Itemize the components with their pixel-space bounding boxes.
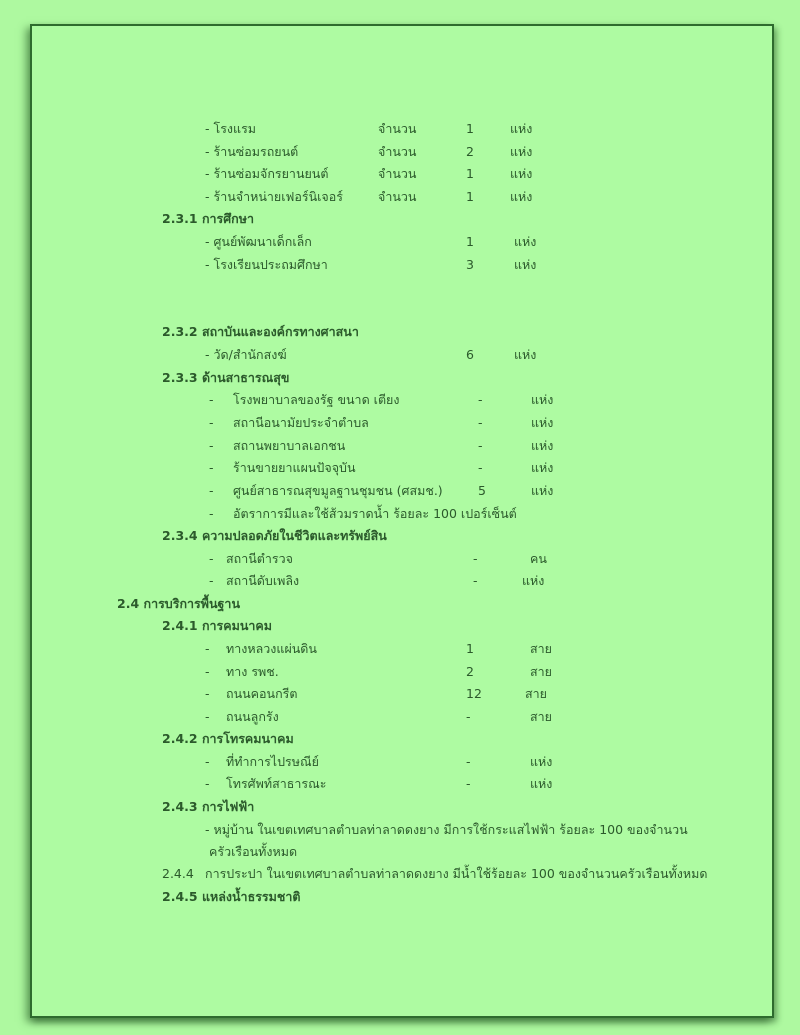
- tourism-count: 1: [466, 166, 474, 181]
- safety-item-name: สถานีดับเพลิง: [226, 573, 300, 588]
- telecom-item-unit: แห่ง: [530, 776, 553, 791]
- telecom-item-name: โทรศัพท์สาธารณะ: [226, 776, 327, 791]
- health-item-dash: -: [209, 438, 214, 453]
- education-item-name: - ศูนย์พัฒนาเด็กเล็ก: [205, 234, 312, 249]
- tourism-count: 1: [466, 189, 474, 204]
- transport-item-count: 2: [466, 664, 474, 679]
- tourism-unit-word: จำนวน: [378, 189, 417, 204]
- telecom-item-dash: -: [205, 754, 210, 769]
- section-heading-electricity: 2.4.3 การไฟฟ้า: [162, 799, 255, 814]
- transport-item-count: 1: [466, 641, 474, 656]
- section-heading-safety: 2.3.4 ความปลอดภัยในชีวิตและทรัพย์สิน: [162, 528, 387, 543]
- safety-item-count: -: [473, 551, 478, 566]
- health-item-unit: แห่ง: [531, 483, 554, 498]
- health-item-name: ร้านขายยาแผนปัจจุบัน: [233, 460, 356, 475]
- safety-item-count: -: [473, 573, 478, 588]
- telecom-item-count: -: [466, 754, 471, 769]
- water-supply-text: การประปา ในเขตเทศบาลตำบลท่าลาดดงยาง มีน้ำใช้ร้อยละ 100 ของจำนวนครัวเรือนทั้งหมด: [205, 866, 708, 881]
- tourism-name: - โรงแรม: [205, 121, 257, 136]
- transport-item-name: ทางหลวงแผ่นดิน: [226, 641, 317, 656]
- health-item-count: -: [478, 415, 483, 430]
- transport-item-dash: -: [205, 664, 210, 679]
- section-heading-natural-water: 2.4.5 แหล่งน้ำธรรมชาติ: [162, 889, 301, 904]
- religion-item-unit: แห่ง: [514, 347, 537, 362]
- tourism-count: 1: [466, 121, 474, 136]
- transport-item-unit: สาย: [530, 641, 552, 656]
- health-item-count: -: [478, 460, 483, 475]
- section-heading-transport: 2.4.1 การคมนาคม: [162, 618, 273, 633]
- transport-item-name: ถนนลูกรัง: [226, 709, 279, 724]
- tourism-unit: แห่ง: [510, 121, 533, 136]
- health-item-unit: แห่ง: [531, 438, 554, 453]
- safety-item-unit: แห่ง: [522, 573, 545, 588]
- transport-item-name: ถนนคอนกรีต: [226, 686, 298, 701]
- religion-item-count: 6: [466, 347, 474, 362]
- telecom-item-name: ที่ทำการไปรษณีย์: [226, 754, 319, 769]
- health-item-name: สถานพยาบาลเอกชน: [233, 438, 346, 453]
- safety-item-name: สถานีตำรวจ: [226, 551, 293, 566]
- transport-item-name: ทาง รพช.: [226, 664, 279, 679]
- transport-item-unit: สาย: [530, 664, 552, 679]
- section-heading-education: 2.3.1 การศึกษา: [162, 211, 255, 226]
- tourism-unit: แห่ง: [510, 189, 533, 204]
- transport-item-dash: -: [205, 686, 210, 701]
- health-latrine-dash: -: [209, 506, 214, 521]
- tourism-unit-word: จำนวน: [378, 166, 417, 181]
- religion-item-name: - วัด/สำนักสงฆ์: [205, 347, 287, 362]
- safety-item-unit: คน: [530, 551, 547, 566]
- health-latrine-text: อัตราการมีและใช้ส้วมราดน้ำ ร้อยละ 100 เปอร์เซ็นต์: [233, 506, 517, 521]
- transport-item-unit: สาย: [530, 709, 552, 724]
- tourism-unit: แห่ง: [510, 166, 533, 181]
- education-item-unit: แห่ง: [514, 234, 537, 249]
- transport-item-unit: สาย: [525, 686, 547, 701]
- telecom-item-unit: แห่ง: [530, 754, 553, 769]
- health-item-dash: -: [209, 392, 214, 407]
- health-item-count: -: [478, 438, 483, 453]
- health-item-name: โรงพยาบาลของรัฐ ขนาด เตียง: [233, 392, 400, 407]
- telecom-item-dash: -: [205, 776, 210, 791]
- section-heading-basic-services: 2.4 การบริการพื้นฐาน: [117, 596, 240, 611]
- education-item-count: 3: [466, 257, 474, 272]
- safety-item-dash: -: [209, 551, 214, 566]
- tourism-count: 2: [466, 144, 474, 159]
- health-item-dash: -: [209, 483, 214, 498]
- tourism-name: - ร้านซ่อมจักรยานยนต์: [205, 166, 329, 181]
- section-heading-religion: 2.3.2 สถาบันและองค์กรทางศาสนา: [162, 324, 359, 339]
- health-item-unit: แห่ง: [531, 460, 554, 475]
- transport-item-dash: -: [205, 641, 210, 656]
- section-heading-health: 2.3.3 ด้านสาธารณสุข: [162, 370, 290, 385]
- health-item-unit: แห่ง: [531, 415, 554, 430]
- health-item-count: -: [478, 392, 483, 407]
- telecom-item-count: -: [466, 776, 471, 791]
- transport-item-count: 12: [466, 686, 482, 701]
- water-supply-number: 2.4.4: [162, 866, 194, 881]
- tourism-name: - ร้านซ่อมรถยนต์: [205, 144, 299, 159]
- health-item-unit: แห่ง: [531, 392, 554, 407]
- section-heading-telecom: 2.4.2 การโทรคมนาคม: [162, 731, 294, 746]
- health-item-count: 5: [478, 483, 486, 498]
- health-item-dash: -: [209, 415, 214, 430]
- health-item-name: ศูนย์สาธารณสุขมูลฐานชุมชน (ศสมช.): [233, 483, 443, 498]
- electricity-line: ครัวเรือนทั้งหมด: [209, 844, 298, 859]
- transport-item-dash: -: [205, 709, 210, 724]
- education-item-unit: แห่ง: [514, 257, 537, 272]
- health-item-name: สถานีอนามัยประจำตำบล: [233, 415, 369, 430]
- safety-item-dash: -: [209, 573, 214, 588]
- health-item-dash: -: [209, 460, 214, 475]
- electricity-line: - หมู่บ้าน ในเขตเทศบาลตำบลท่าลาดดงยาง มีการใช้กระแสไฟฟ้า ร้อยละ 100 ของจำนวน: [205, 822, 688, 837]
- tourism-unit-word: จำนวน: [378, 144, 417, 159]
- education-item-name: - โรงเรียนประถมศึกษา: [205, 257, 328, 272]
- education-item-count: 1: [466, 234, 474, 249]
- tourism-unit: แห่ง: [510, 144, 533, 159]
- transport-item-count: -: [466, 709, 471, 724]
- tourism-name: - ร้านจำหน่ายเฟอร์นิเจอร์: [205, 189, 343, 204]
- tourism-unit-word: จำนวน: [378, 121, 417, 136]
